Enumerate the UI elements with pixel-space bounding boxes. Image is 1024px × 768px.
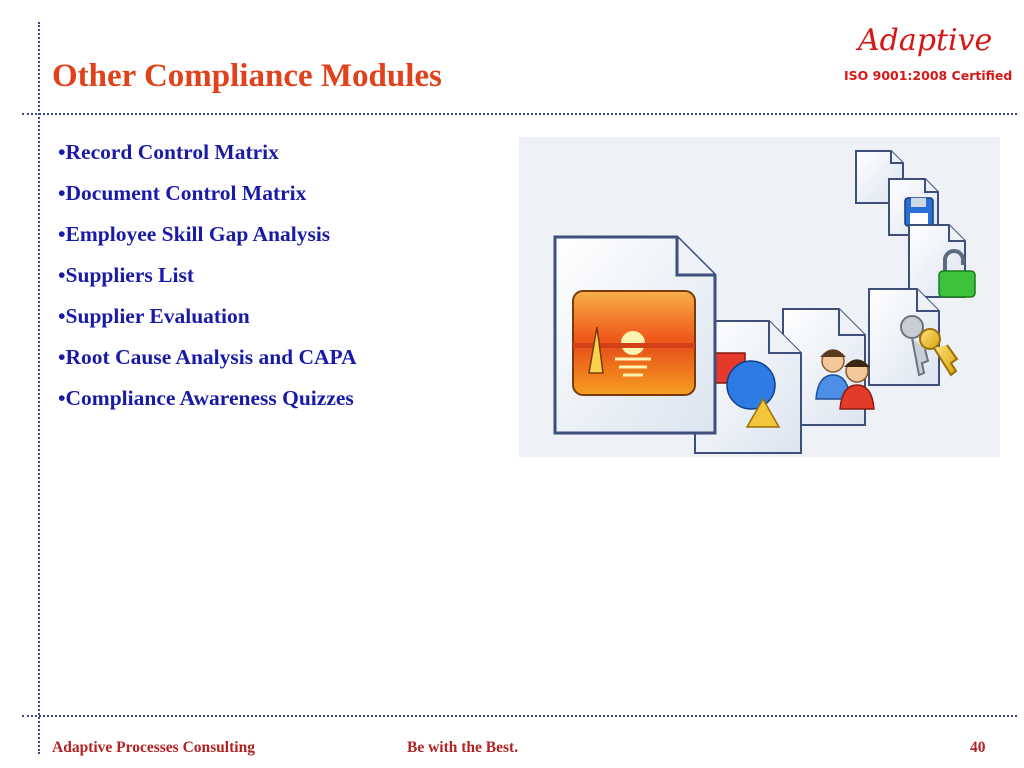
module-item: • Compliance Awareness Quizzes <box>58 384 357 425</box>
padlock-document-icon <box>909 225 975 297</box>
module-item: • Supplier Evaluation <box>58 302 357 343</box>
image-document-icon <box>555 237 715 433</box>
page-number: 40 <box>970 739 986 756</box>
module-item: • Record Control Matrix <box>58 138 357 179</box>
slide-title: Other Compliance Modules <box>52 58 442 94</box>
logo-name: Adaptive <box>858 23 993 58</box>
company-logo <box>844 23 1020 96</box>
footer-tagline: Be with the Best. <box>407 739 519 756</box>
module-item: • Suppliers List <box>58 261 357 302</box>
logo-certification: ISO 9001:2008 Certified <box>844 68 1013 83</box>
module-item: • Employee Skill Gap Analysis <box>58 220 357 261</box>
footer-dotted-rule <box>22 715 1017 717</box>
module-item: • Document Control Matrix <box>58 179 357 220</box>
module-item: • Root Cause Analysis and CAPA <box>58 343 357 384</box>
documents-illustration <box>519 137 1000 457</box>
footer-company: Adaptive Processes Consulting <box>52 739 255 756</box>
module-list <box>58 138 357 425</box>
header-dotted-rule <box>22 113 1017 115</box>
keys-document-icon <box>869 289 957 385</box>
vertical-dotted-rule <box>38 22 40 754</box>
